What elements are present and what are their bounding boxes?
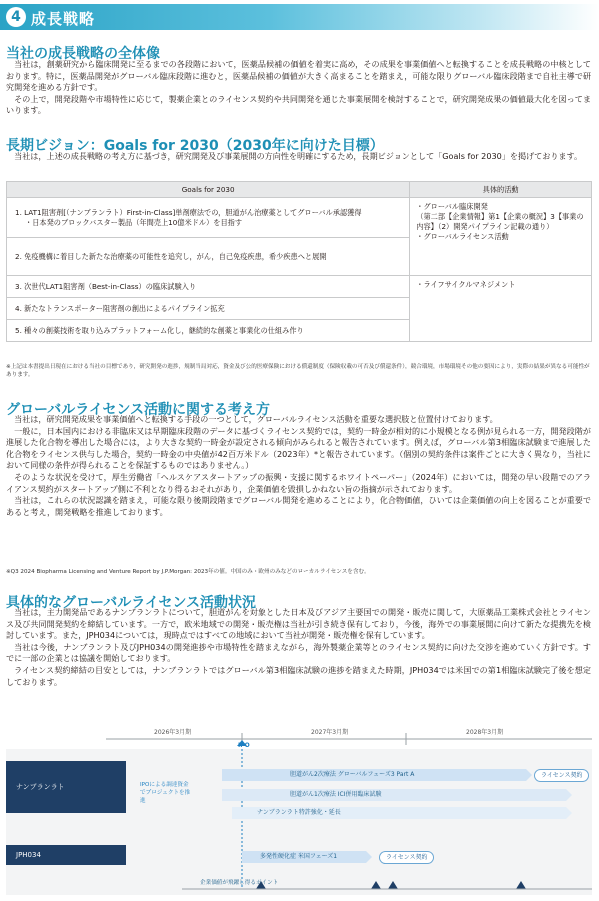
goal-text: 1. LAT1阻害剤[（ナンブランラト）First-in-Class]単剤療法での，胆道がん治療薬としてグローバル承認獲得 (15, 207, 362, 217)
goal-cell (7, 298, 410, 320)
license-badge: ライセンス契約 (379, 851, 434, 864)
table-row (7, 198, 592, 238)
goal-text: 2. 免疫機構に着目した新たな治療薬の可能性を追究し，がん，自己免疫疾患，希少疾患へと展開 (15, 251, 327, 261)
vision-text (6, 151, 591, 163)
goal-text: 3. 次世代LAT1阻害剤（Best-in-Class）の臨床試験入り (15, 281, 197, 291)
license-status-text (6, 607, 591, 688)
row-label-jph034: JPH034 (16, 851, 41, 859)
section-number: 4 (6, 7, 26, 27)
column-header-goals: Goals for 2030 (7, 182, 410, 198)
year-label: 2028年3月期 (466, 729, 504, 736)
table-row (7, 276, 592, 298)
goal-text: 5. 種々の創薬技術を取り込みプラットフォーム化し，継続的な創薬と事業化の仕組み作り (15, 325, 304, 335)
paragraph: そのような状況を受けて，厚生労働省「ヘルスケアスタートアップの振興・支援に関するホワイトペーパー」（2024年）においては，開発の早い段階でのアライアンス契約がスタートアップ側に不利となり得るおそれがあり，企業価値を毀損しかねない旨の指摘が示されております。 (6, 471, 591, 494)
goal-subtext: ・日本発のブロックバスター製品（年間売上10億米ドル）を目指す (25, 217, 243, 227)
goal-cell (7, 198, 410, 238)
license-approach-text (6, 414, 591, 518)
activity-item: ・ライフサイクルマネジメント (416, 280, 516, 289)
paragraph: その上で，開発段階や市場特性に応じて，製薬企業とのライセンス契約や共同開発を通じた事業展開を検討することで，研究開発成果の価値最大化を図ってまいります。 (6, 93, 591, 116)
row-label-nanvuranlat: ナンブランラト (16, 783, 65, 791)
paragraph: 当社は，これらの状況認識を踏まえ，可能な限り後期段階までグローバル開発を進めることにより，化合物価値，ひいては企業価値の向上を図ることが重要であると考え，開発戦略を推進しております。 (6, 495, 591, 517)
source-footnote: ※Q3 2024 Biopharma Licensing and Venture Report by J.P.Morgan: 2023年の値。中国のみ・欧州のみなどのローカルライセンスを含む。 (6, 569, 370, 575)
column-header-activities: 具体的活動 (410, 182, 592, 198)
development-timeline (6, 727, 592, 897)
goal-text: 4. 新たなトランスポーター阻害剤の創出によるパイプライン拡充 (15, 303, 225, 313)
heading-license-status: 具体的なグローバルライセンス活動状況 (6, 595, 257, 611)
timeline-bar: 胆道がん1次療法 ICI併用臨床試験 (290, 791, 382, 798)
timeline-bar: 胆道がん2次療法 グローバルフェーズ3 Part A (290, 771, 415, 778)
growth-strategy-text (6, 59, 591, 117)
goal-cell (7, 320, 410, 342)
timeline-bar: 多発性硬化症 米国フェーズ1 (260, 853, 338, 860)
goal-cell (7, 238, 410, 276)
paragraph: 当社は，研究開発成果を事業価値へと転換する手段の一つとして，グローバルライセンス活動を重要な選択肢と位置付けております。 (14, 414, 498, 424)
goal-cell (7, 276, 410, 298)
paragraph: 当社は，創薬研究から臨床開発に至るまでの各段階において，医薬品候補の価値を着実に高め，その成果を事業価値へと転換することを成長戦略の中核としております。特に，医薬品開発がグローバル臨床段階に進むと，医薬品候補の価値が大きく高まることを踏まえ，可能な限りグローバル臨床段階まで自社主導で研究開発を進める方針です。 (6, 59, 591, 93)
paragraph: 当社は，上述の成長戦略の考え方に基づき，研究開発及び事業展開の方向性を明確にするため，長期ビジョンとして「Goals for 2030」を掲げております。 (14, 151, 583, 161)
year-label: 2027年3月期 (311, 729, 349, 736)
activities-cell (410, 198, 592, 276)
ipo-funding-note: IPOによる調達資金でプロジェクトを推進 (140, 782, 191, 804)
activity-item: （第二部【企業情報】第1【企業の概況】3【事業の内容】（2）開発パイプライン記載の通り） (416, 212, 584, 231)
table-header-row (7, 182, 592, 198)
year-label: 2026年3月期 (154, 729, 192, 736)
paragraph: 当社は今後，ナンブランラト及びJPH034の開発進捗や市場特性を踏まえながら，海外製薬企業等とのライセンス契約に向けた交渉を進めていく方針です。すでに一部の企業とは協議を開始しております。 (6, 641, 591, 664)
heading-growth-strategy: 当社の成長戦略の全体像 (6, 46, 160, 62)
activity-item: ・グローバルライセンス活動 (416, 232, 509, 241)
goals-table (6, 181, 592, 342)
paragraph: 当社は，主力開発品であるナンブランラトについて，胆道がんを対象とした日本及びアジア主要国での開発・販売に関して，大原薬品工業株式会社とライセンス及び共同開発契約を締結しています。一方で，欧米地域での開発・販売権は当社が引き続き保有しており，今後，海外での事業展開に向けて新たな提携先を検討しています。また，JPH034については，現時点ではすべての地域において当社が開発・販売権を保有しています。 (6, 607, 591, 641)
ipo-label: IPO (238, 742, 250, 749)
activity-item: ・グローバル臨床開発 (416, 202, 488, 211)
paragraph: 一般に，日本国内における非臨床又は早期臨床段階のデータに基づくライセンス契約では，契約一時金が相対的に小規模となる例が見られる一方，開発段階が進展した化合物を導出した場合には，より大きな契約一時金が設定される傾向がみられると報告されています。例えば，グローバル第3相臨床試験まで進展した化合物をライセンス供与した場合，契約一時金の中央値が42百万米ドル（2023年）*と報告されています。（個別の契約条件は案件ごとに大きく異なり，当社において同様の条件が得られることを保証するものではありません。） (6, 425, 591, 471)
heading-long-term-vision: 長期ビジョン：Goals for 2030（2030年に向けた目標） (6, 138, 384, 154)
timeline-footnote: 企業価値が飛躍し得るポイント (200, 880, 279, 886)
timeline-bar: ナンブランラト特許強化・延長 (257, 809, 341, 816)
section-title: 成長戦略 (31, 10, 96, 28)
table-footnote: ※上記は本書提出日現在における当社の目標であり，研究開発の進捗，規制当局対応，資金及び公的医療保険における償還制度（保険収載の可否及び償還条件），競合環境，市場環境その他の要因により，実際の結果が異なる可能性があります。 (6, 364, 590, 378)
license-badge: ライセンス契約 (534, 769, 589, 782)
heading-license-approach: グローバルライセンス活動に関する考え方 (6, 402, 271, 418)
paragraph: ライセンス契約締結の目安としては，ナンブランラトではグローバル第3相臨床試験の進捗を踏まえた時期，JPH034では米国での第1相臨床試験完了後を想定しております。 (6, 664, 591, 687)
activities-cell (410, 276, 592, 342)
